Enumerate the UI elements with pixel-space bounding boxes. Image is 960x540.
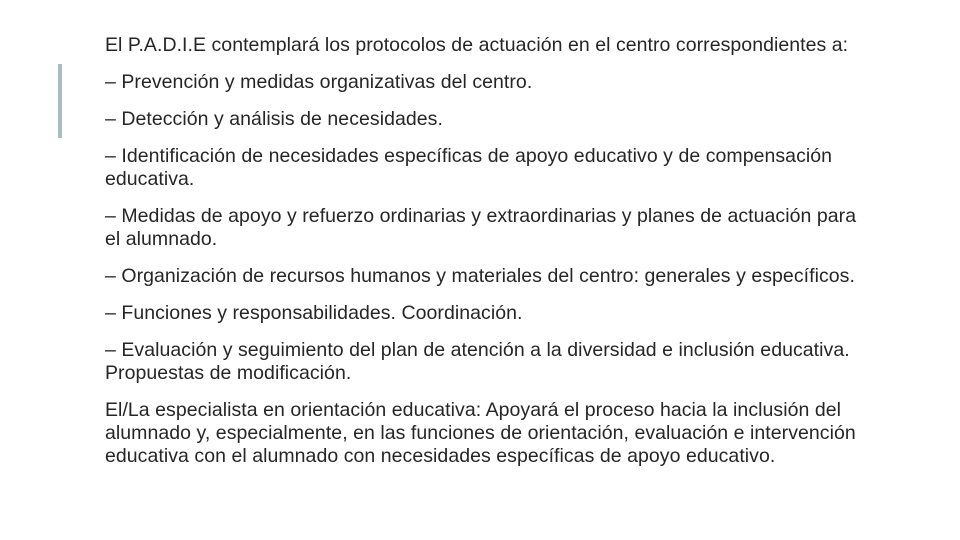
list-item-evaluation: – Evaluación y seguimiento del plan de atención a la diversidad e inclusión educativa. Propuestas de modificación. [105,339,850,384]
list-item-prevention: – Prevención y medidas organizativas del centro. [105,71,533,93]
slide-body [105,34,865,468]
protocol-list [105,71,865,385]
list-item-functions: – Funciones y responsabilidades. Coordinación. [105,302,523,324]
list-item-identification: – Identificación de necesidades específicas de apoyo educativo y de compensación educativa. [105,145,833,190]
specialist-paragraph: El/La especialista en orientación educativa: Apoyará el proceso hacia la inclusión del alumnado y, especialmente, en las funciones de orientación, evaluación e intervención educativa con el alumnado con necesidades específicas de apoyo educativo. [105,399,856,467]
accent-bar [58,64,62,138]
list-item-resources: – Organización de recursos humanos y materiales del centro: generales y específicos. [105,265,855,287]
list-item-support-measures: – Medidas de apoyo y refuerzo ordinarias y extraordinarias y planes de actuación para el alumnado. [105,205,857,250]
intro-paragraph: El P.A.D.I.E contemplará los protocolos de actuación en el centro correspondientes a: [105,34,849,56]
list-item-detection: – Detección y análisis de necesidades. [105,108,443,130]
